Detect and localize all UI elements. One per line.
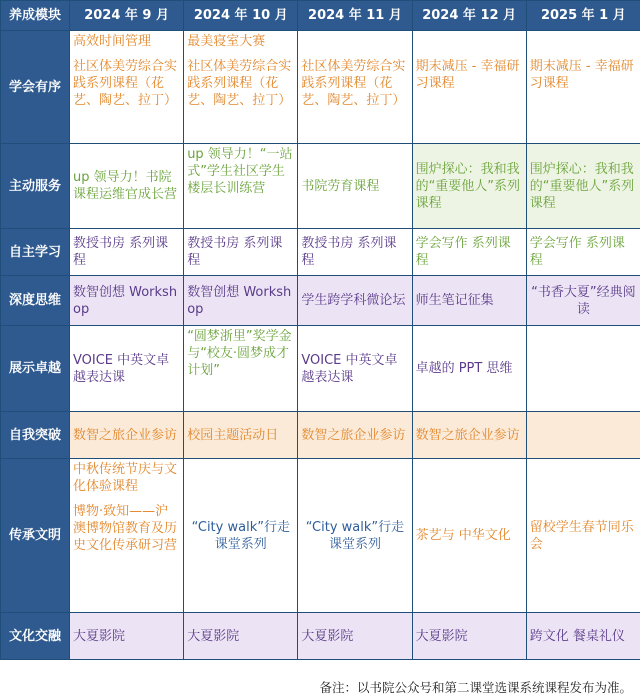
cell (184, 31, 298, 144)
cell-text: 社区体美劳综合实践系列课程（花艺、陶艺、拉丁） (301, 59, 406, 108)
cell-text: up 领导力！书院课程运维官成长营 (73, 170, 178, 202)
row-ziwotupo (1, 412, 640, 459)
cell (526, 229, 640, 276)
cell-text: 围炉探心：我和我的“重要他人”系列课程 (415, 161, 521, 211)
cell (184, 326, 298, 412)
cell (184, 412, 298, 459)
cell (298, 412, 412, 459)
module-label: 文化交融 (1, 613, 70, 660)
corner-header: 养成模块 (1, 1, 70, 31)
cell (184, 613, 298, 660)
cell-text: “City walk”行走课堂系列 (191, 519, 290, 552)
cell (298, 31, 412, 144)
module-label: 学会有序 (1, 31, 70, 144)
cell-text: VOICE 中英文卓越表达课 (301, 352, 398, 385)
cell (184, 229, 298, 276)
cell-text: 数智之旅企业参访 (73, 427, 178, 443)
cell (70, 412, 184, 459)
cell (70, 229, 184, 276)
cell-text: 大夏影院 (187, 628, 240, 644)
cell (526, 459, 640, 613)
cell-text: “City walk”行走课堂系列 (305, 519, 405, 552)
cell-text: 留校学生春节同乐会 (529, 519, 634, 552)
cell (526, 412, 640, 459)
cell-text: 大夏影院 (73, 628, 126, 644)
cell-text: 围炉探心：我和我的“重要他人”系列课程 (529, 161, 635, 211)
module-label: 自我突破 (1, 412, 70, 459)
cell (412, 229, 526, 276)
cell-text: 最美寝室大赛 (187, 34, 266, 49)
cell (298, 144, 412, 229)
cell-text: 大夏影院 (415, 628, 468, 644)
row-wenhuajiaorong (1, 613, 640, 660)
module-label: 展示卓越 (1, 326, 70, 412)
row-zhudongfuwu (1, 144, 640, 229)
cell-text: 高效时间管理 (73, 34, 152, 49)
cell-text: 教授书房 系列课程 (301, 236, 397, 268)
cell (70, 613, 184, 660)
cell (526, 276, 640, 326)
cell-text: up 领导力！“一站式”学生社区学生楼层长训练营 (187, 147, 293, 196)
module-label: 传承文明 (1, 459, 70, 613)
cell (526, 613, 640, 660)
cell-text: 教授书房 系列课程 (187, 236, 283, 268)
cell (70, 31, 184, 144)
row-zizhuxuexi (1, 229, 640, 276)
cell-text: 跨文化 餐桌礼仪 (529, 628, 625, 644)
cell-text: 期末减压 - 幸福研习课程 (529, 59, 634, 91)
row-xuehuiyouxu (1, 31, 640, 144)
month-header: 2024 年 11 月 (298, 1, 412, 31)
cell (412, 613, 526, 660)
cell (298, 326, 412, 412)
row-shendusiwei (1, 276, 640, 326)
month-header: 2024 年 9 月 (70, 1, 184, 31)
cell (412, 412, 526, 459)
cell-text: 茶艺与 中华文化 (415, 528, 511, 543)
cell (184, 276, 298, 326)
footnote: 备注：以书院公众号和第二课堂选课系统课程发布为准。 (319, 680, 632, 695)
cell-text: 卓越的 PPT 思维 (415, 361, 513, 376)
module-label: 深度思维 (1, 276, 70, 326)
cell (298, 229, 412, 276)
cell (184, 459, 298, 613)
cell (70, 144, 184, 229)
cell-text: “书香大夏”经典阅读 (531, 284, 636, 317)
cell (412, 144, 526, 229)
cell (526, 326, 640, 412)
module-label: 自主学习 (1, 229, 70, 276)
cell (70, 326, 184, 412)
module-label: 主动服务 (1, 144, 70, 229)
month-header: 2025 年 1 月 (526, 1, 640, 31)
cell-text: 校园主题活动日 (187, 427, 279, 443)
cell-text: 数智之旅企业参访 (301, 427, 406, 443)
cell (184, 144, 298, 229)
cell (298, 613, 412, 660)
row-chuanchengwenming (1, 459, 640, 613)
cell-text: 博物·致知——沪澳博物馆教育及历史文化传承研习营 (73, 504, 178, 553)
cell-text: 学会写作 系列课程 (529, 236, 625, 268)
cell-text: 学生跨学科微论坛 (301, 293, 406, 308)
cell-text: 教授书房 系列课程 (73, 236, 169, 268)
row-zhanshizhuoyue (1, 326, 640, 412)
cell (298, 459, 412, 613)
cell-text: 大夏影院 (301, 628, 354, 644)
cell (298, 276, 412, 326)
month-header: 2024 年 12 月 (412, 1, 526, 31)
cell-text: 学会写作 系列课程 (415, 236, 511, 268)
cell-text: 数智创想 Workshop (187, 284, 292, 317)
header-row (1, 1, 640, 31)
cell-text: 社区体美劳综合实践系列课程（花艺、陶艺、拉丁） (73, 59, 178, 108)
cell (70, 276, 184, 326)
cell-text: “圆梦浙里”奖学金与“校友·圆梦成才计划” (187, 329, 292, 378)
cell-text: 书院劳育课程 (301, 178, 380, 194)
cell-text: 社区体美劳综合实践系列课程（花艺、陶艺、拉丁） (187, 59, 292, 108)
cell (526, 144, 640, 229)
cell (412, 326, 526, 412)
cell-text: 师生笔记征集 (415, 293, 494, 308)
cell (412, 276, 526, 326)
month-header: 2024 年 10 月 (184, 1, 298, 31)
cell-text: 中秋传统节庆与文化体验课程 (73, 462, 178, 494)
cell-text: 数智之旅企业参访 (415, 427, 520, 443)
cell-text: 期末减压 - 幸福研习课程 (415, 59, 520, 91)
cell (70, 459, 184, 613)
cell (412, 31, 526, 144)
cell (412, 459, 526, 613)
cell-text: 数智创想 Workshop (73, 284, 178, 317)
cell (526, 31, 640, 144)
cell-text: VOICE 中英文卓越表达课 (73, 352, 170, 385)
